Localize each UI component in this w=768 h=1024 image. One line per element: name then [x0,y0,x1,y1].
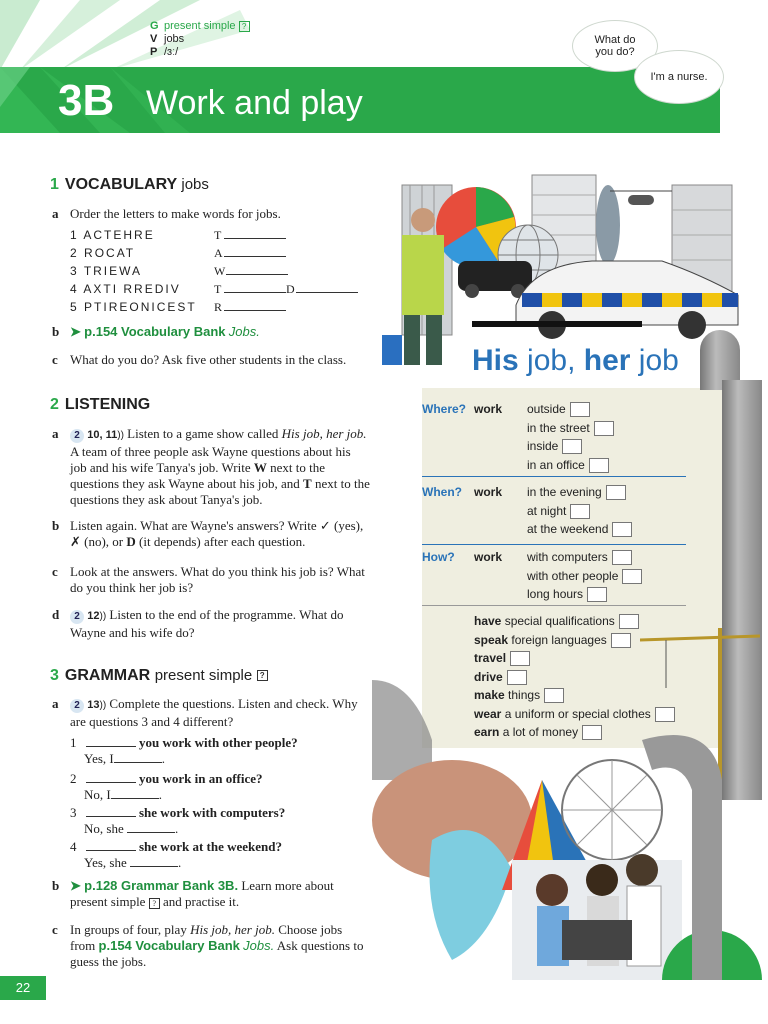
tick-box[interactable] [570,504,590,519]
listening-c: c Look at the answers. What do you think his job is? What do you think her job is? [52,564,365,595]
option-row: in the evening [527,483,632,502]
question-item: 3 she work with computers? No, she . [70,805,286,836]
option-row: in the street [527,419,614,438]
word-row: 1 ACTEHRE T [70,228,370,246]
help-icon: ? [257,670,268,681]
answer-blank[interactable] [127,822,175,833]
answer-blank[interactable] [296,282,358,293]
tick-box[interactable] [611,633,631,648]
cd-icon[interactable]: 2 [70,610,84,624]
vocabulary-bank-link[interactable]: p.154 Vocabulary Bank [84,324,226,339]
option-row: with other people [527,567,642,586]
answer-blank[interactable] [130,856,178,867]
listening-heading: 2 LISTENING [50,396,151,413]
tick-box[interactable] [587,587,607,602]
unit-meta [150,20,250,59]
arrow-right-icon: ➤ [70,324,81,339]
speech-bubble-answer: I'm a nurse. [634,50,724,104]
tick-box[interactable] [619,614,639,629]
grammar-questions [70,735,370,873]
vocabulary-heading: 1 VOCABULARY jobs [50,176,209,193]
answer-blank[interactable] [86,772,136,783]
panel-how-label: How? [422,550,455,564]
unit-title: Work and play [146,84,363,122]
panel-where-items [527,400,614,474]
vocabulary-c: c What do you do? Ask five other students in the class. [52,352,347,367]
panel-when-label: When? [422,485,462,499]
answer-blank[interactable] [86,736,136,747]
tick-box[interactable] [606,485,626,500]
option-row: speak foreign languages [474,631,675,650]
meta-vocabulary: V jobs [150,33,185,45]
option-row: have special qualifications [474,612,675,631]
answer-blank[interactable] [224,300,286,311]
help-icon: ? [239,21,250,32]
tick-box[interactable] [562,439,582,454]
answer-blank[interactable] [226,264,288,275]
his-job-her-job-title: His job, her job [472,344,679,377]
audio-wave-icon: )) [117,430,124,441]
panel-when-items [527,483,632,539]
word-row: 5 PTIREONICEST R [70,300,370,318]
page-number: 22 [0,976,46,1000]
vocabulary-bank-link[interactable]: p.154 Vocabulary Bank [98,938,240,953]
tick-box[interactable] [612,522,632,537]
panel-how-items [527,548,642,604]
grammar-bank-link[interactable]: p.128 Grammar Bank 3B. [84,878,239,893]
listening-b: b Listen again. What are Wayne's answers? Write ✓ (yes), ✗ (no), or D (it depends) after each question. [52,518,364,549]
grammar-b: b ➤ p.128 Grammar Bank 3B. Learn more about present simple ? and practise it. [52,878,334,909]
tick-box[interactable] [622,569,642,584]
answer-blank[interactable] [114,752,162,763]
option-row: in an office [527,456,614,475]
panel-divider [422,544,686,545]
hands-and-students-image [372,680,768,980]
bottom-photo-collage [372,680,768,980]
question-item: 2 you work in an office? No, I . [70,771,263,802]
option-row: earn a lot of money [474,723,675,742]
option-row: make things [474,686,675,705]
word-row: 4 AXTI RREDIV T D [70,282,370,300]
option-row: drive [474,668,675,687]
answer-blank[interactable] [111,788,159,799]
word-row: 2 ROCAT A [70,246,370,264]
meta-pronunciation: P /ɜː/ [150,46,179,58]
panel-where-verb: work [474,402,503,416]
listening-a: a 2 10, 11)) Listen to a game show called His job, her job. A team of three people ask Wayne questions about his job and his wife Tanya's job. Write W next to the questions they ask Wayne about his job, and T next to the questions they ask about Tanya's job. [52,426,370,507]
panel-divider [422,605,686,606]
option-row: at night [527,502,632,521]
tick-box[interactable] [589,458,609,473]
answer-blank[interactable] [86,806,136,817]
tick-box[interactable] [594,421,614,436]
vocabulary-a: a Order the letters to make words for jobs. [52,206,281,221]
word-row: 3 TRIEWA W [70,264,370,282]
answer-blank[interactable] [86,840,136,851]
panel-how-verb: work [474,550,503,564]
tick-box[interactable] [570,402,590,417]
option-row: travel [474,649,675,668]
tick-box[interactable] [510,651,530,666]
grammar-c: c In groups of four, play His job, her job. Choose jobs from p.154 Vocabulary Bank Jobs. Ask questions to guess the jobs. [52,922,364,969]
question-item: 1 you work with other people? Yes, I . [70,735,298,766]
grammar-a: a 2 13)) Complete the questions. Listen and check. Why are questions 3 and 4 different? [52,696,358,729]
vocabulary-b: b ➤ p.154 Vocabulary Bank Jobs. [52,324,260,339]
question-item: 4 she work at the weekend? Yes, she . [70,839,282,870]
grammar-heading: 3 GRAMMAR present simple ? [50,667,268,685]
option-row: long hours [527,585,642,604]
audio-wave-icon: )) [99,700,107,711]
answer-blank[interactable] [224,228,286,239]
option-row: at the weekend [527,520,632,539]
answer-blank[interactable] [224,282,286,293]
answer-blank[interactable] [224,246,286,257]
arrow-right-icon: ➤ [70,878,81,893]
meta-grammar: G present simple ? [150,20,250,33]
unit-number: 3B [58,76,115,125]
option-row: outside [527,400,614,419]
word-list [70,228,370,318]
cd-icon[interactable]: 2 [70,429,84,443]
speech-bubble-question: What do you do? [572,20,658,72]
panel-where-label: Where? [422,402,467,416]
panel-when-verb: work [474,485,503,499]
panel-divider [422,476,686,477]
tick-box[interactable] [612,550,632,565]
option-row: inside [527,437,614,456]
cd-icon[interactable]: 2 [70,699,84,713]
help-icon: ? [149,898,160,909]
option-row: wear a uniform or special clothes [474,705,675,724]
option-row: with computers [527,548,642,567]
listening-d: d 2 12)) Listen to the end of the programme. What do Wayne and his wife do? [52,607,344,640]
audio-wave-icon: )) [99,611,107,622]
